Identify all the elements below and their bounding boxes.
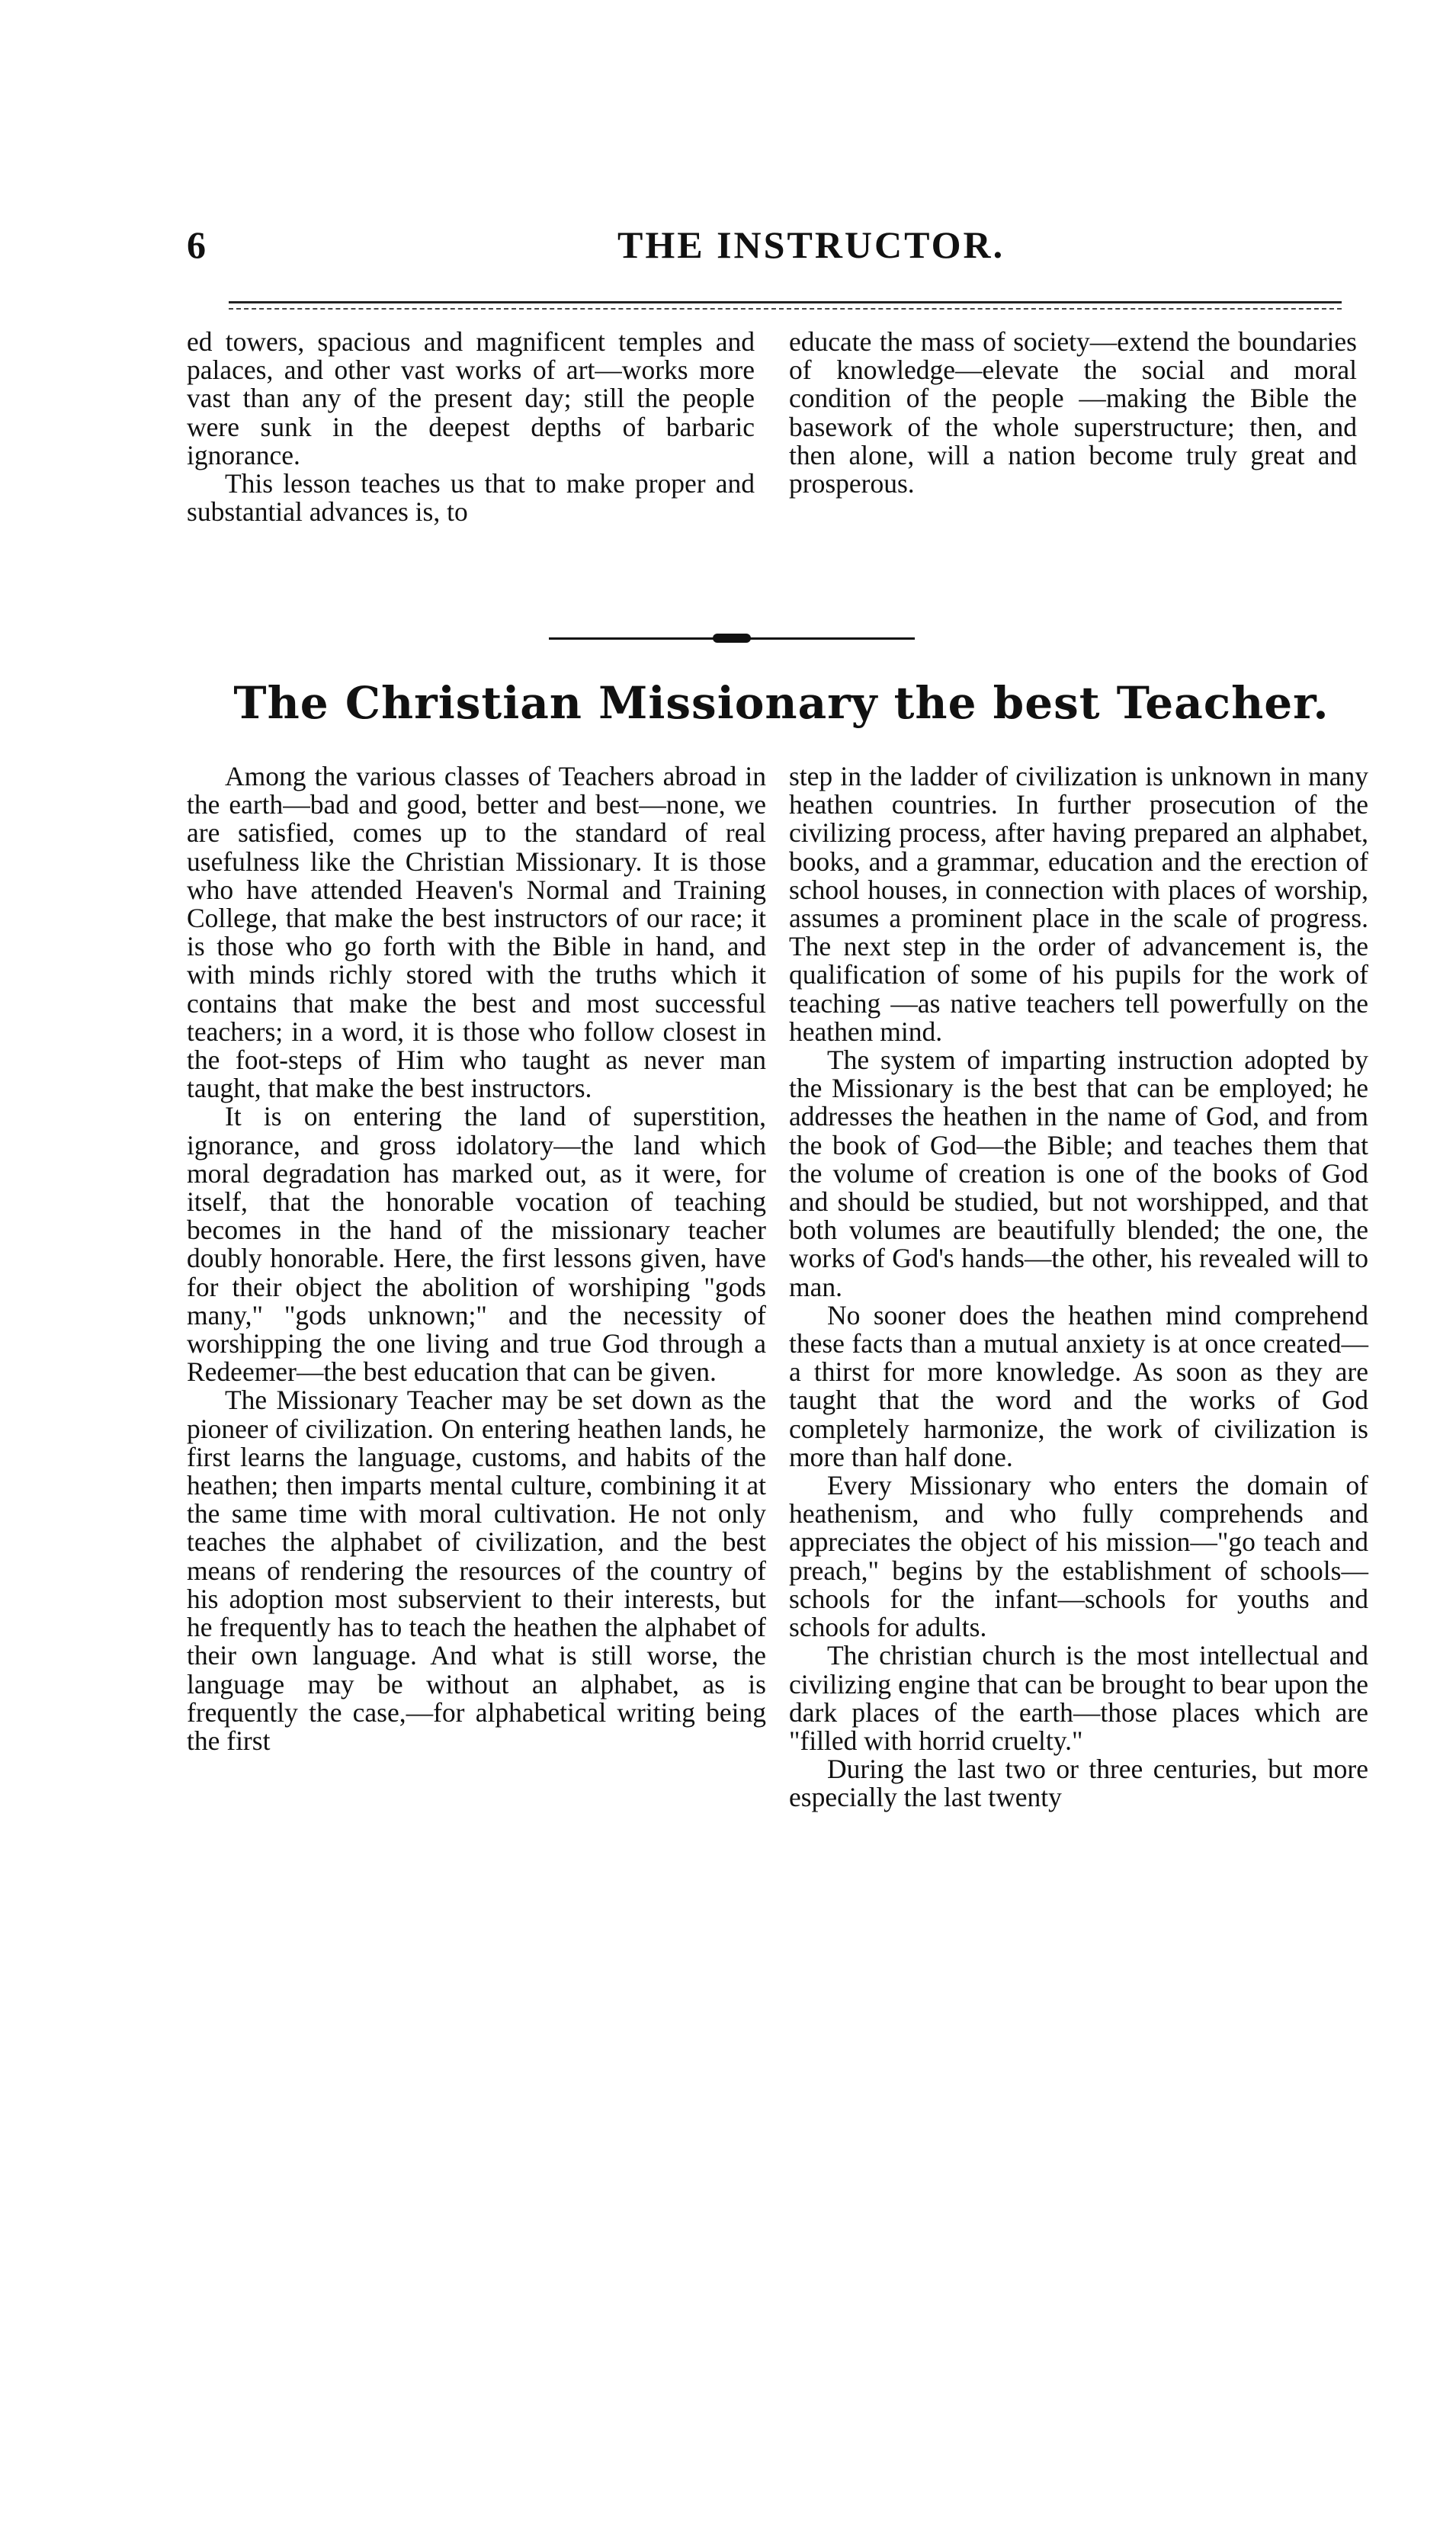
paragraph: The Missionary Teacher may be set down as the pioneer of civilization. On entering heathen lands, he first learns the language, customs, and habits of the heathen; then imparts mental culture, combining it at the same time with moral cultivation. He not only teaches the alphabet of civilization, and the best means of rendering the resources of the country of his adoption most subservient to their interests, but he frequently has to teach the heathen the alphabet of their own language. And what is still worse, the language may be without an alphabet, as is frequently the case,—for alphabetical writing being the first [187,1385,766,1756]
top-left-column [187,328,755,526]
paragraph: step in the ladder of civilization is unknown in many heathen countries. In further prosecution of the civilizing process, after having prepared an alphabet, books, and a grammar, education and the erection of school houses, in connection with places of worship, assumes a prominent place in the scale of progress. The next step in the order of advancement is, the qualification of some of his pupils for the work of teaching —as native teachers tell powerfully on the heathen mind. [789,761,1368,1047]
article-title: The Christian Missionary the best Teacher. [233,677,1329,729]
paragraph: Every Missionary who enters the domain of heathenism, and who fully comprehends and appreciates the object of his mission—"go teach and preach," begins by the establishment of schools—schools for the infant—schools for youths and schools for adults. [789,1470,1368,1643]
header-rule [229,301,1342,310]
paragraph: This lesson teaches us that to make proper and substantial advances is, to [187,468,755,528]
paragraph: ed towers, spacious and magnificent temples and palaces, and other vast works of art—works more vast than any of the present day; still the people were sunk in the deepest depths of barbaric ignorance. [187,326,755,470]
paragraph: It is on entering the land of superstition, ignorance, and gross idolatory—the land which moral degradation has marked out, as it were, for itself, that the honorable vocation of teaching becomes in the hand of the missionary teacher doubly honorable. Here, the first lessons given, have for their object the abolition of worshiping "gods many," "gods unknown;" and the necessity of worshipping the one living and true God through a Redeemer—the best education that can be given. [187,1101,766,1388]
running-title: THE INSTRUCTOR. [617,223,1005,266]
paragraph: The system of imparting instruction adopted by the Missionary is the best that can be employed; he addresses the heathen in the name of God, and from the book of God—the Bible; and teaches them that the volume of creation is one of the books of God and should be studied, but not worshipped, and that both volumes are beautifully blended; the one, the works of God's hands—the other, his revealed will to man. [789,1045,1368,1302]
paragraph: During the last two or three centuries, but more especially the last twenty [789,1754,1368,1813]
section-divider-ornament [549,633,915,644]
top-right-column [789,328,1357,498]
article-left-column [187,762,766,1755]
page-header [187,223,1376,276]
paragraph: Among the various classes of Teachers abroad in the earth—bad and good, better and best—none, we are satisfied, comes up to the standard of real usefulness like the Christian Missionary. It is those who have attended Heaven's Normal and Training College, that make the best instructors of our race; it is those who go forth with the Bible in hand, and with minds richly stored with the truths which it contains that make the best and most successful teachers; in a word, it is those who follow closest in the foot-steps of Him who taught as never man taught, that make the best instructors. [187,761,766,1104]
paragraph: No sooner does the heathen mind comprehend these facts than a mutual anxiety is at once created—a thirst for more knowledge. As soon as they are taught that the word and the works of God completely harmonize, the work of civilization is more than half done. [789,1299,1368,1472]
paragraph: The christian church is the most intellectual and civilizing engine that can be brought to bear upon the dark places of the earth—those places which are "filled with horrid cruelty." [789,1640,1368,1756]
article-right-column [789,762,1368,1812]
page-number: 6 [187,223,206,266]
paragraph: educate the mass of society—extend the boundaries of knowledge—elevate the social and moral condition of the people —making the Bible the basework of the whole superstructure; then, and then alone, will a nation become truly great and prosperous. [789,326,1357,499]
